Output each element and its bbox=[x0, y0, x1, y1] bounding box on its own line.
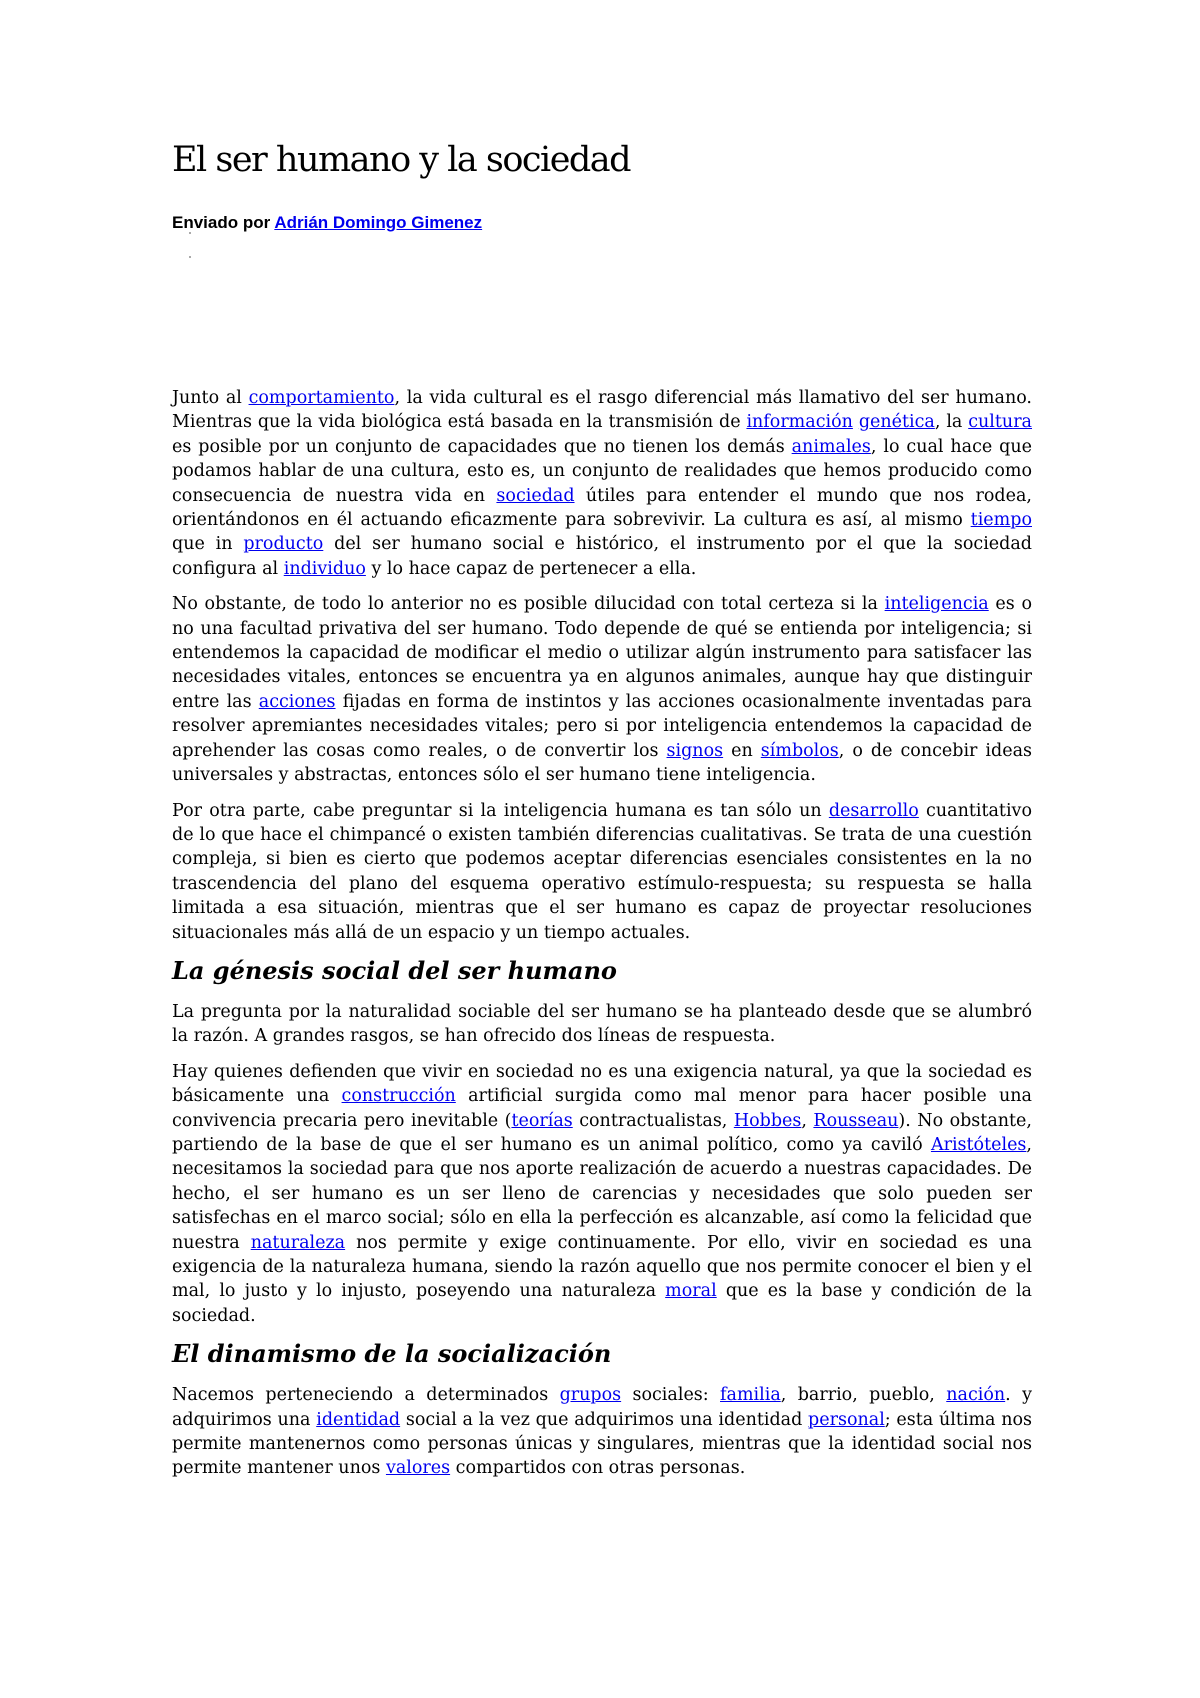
link-teorias[interactable]: teorías bbox=[511, 1110, 573, 1131]
paragraph-text: ; esta última nos permite mantenernos como personas únicas y singulares, mientras que la identidad social nos permite mantener unos bbox=[172, 1409, 1032, 1479]
link-personal[interactable]: personal bbox=[808, 1409, 885, 1430]
author-link[interactable]: Adrián Domingo Gimenez bbox=[274, 213, 483, 232]
paragraph-text: , la bbox=[934, 412, 969, 433]
paragraph bbox=[172, 1383, 1032, 1481]
paragraph-text: es posible por un conjunto de capacidades que no tienen los demás bbox=[172, 436, 792, 457]
paragraph-text: del ser humano social e histórico, el instrumento por el que la sociedad configura al bbox=[172, 534, 1033, 579]
link-cultura[interactable]: cultura bbox=[968, 412, 1032, 433]
link-valores[interactable]: valores bbox=[385, 1458, 451, 1479]
paragraph-text: compartidos con otras personas. bbox=[450, 1458, 746, 1479]
paragraph-text: ). No obstante, partiendo de la base de que el ser humano es un animal político, como ya caviló bbox=[172, 1110, 1032, 1155]
link-individuo[interactable]: individuo bbox=[283, 558, 366, 579]
paragraph bbox=[172, 1060, 1032, 1328]
paragraph bbox=[172, 386, 1032, 581]
paragraph-text: es o no una facultad privativa del ser humano. Todo depende de qué se entienda por inteligencia; si entendemos la capacidad de modificar el medio o utilizar algún instrumento para satisfacer las necesidades vitales, entonces se encuentra ya en algunos animales, aunque hay que distinguir entre las bbox=[172, 594, 1033, 712]
paragraph-text: , necesitamos la sociedad para que nos aporte realización de acuerdo a nuestras capacidades. De hecho, el ser humano es un ser lleno de carencias y necesidades que solo pueden ser satisfechas en el marco social; sólo en ella la perfección es alcanzable, así como la felicidad que nuestra bbox=[172, 1134, 1032, 1253]
paragraph-text: Nacemos perteneciendo a determinados bbox=[172, 1385, 560, 1406]
link-acciones[interactable]: acciones bbox=[258, 691, 336, 712]
paragraph-text: , la vida cultural es el rasgo diferencial más llamativo del ser humano. Mientras que la vida biológica está basada en la transmisión de bbox=[172, 388, 1032, 433]
link-signos[interactable]: signos bbox=[666, 740, 724, 761]
link-rousseau[interactable]: Rousseau bbox=[813, 1110, 899, 1131]
paragraph-text: Junto al bbox=[172, 388, 249, 408]
paragraph bbox=[172, 592, 1032, 787]
link-familia[interactable]: familia bbox=[720, 1385, 781, 1406]
paragraph-text: . y adquirimos una bbox=[172, 1385, 1032, 1430]
paragraph-text: en bbox=[723, 740, 761, 761]
paragraph-text: sociales: bbox=[621, 1385, 721, 1406]
paragraph-text: Hay quienes defienden que vivir en sociedad no es una exigencia natural, ya que la sociedad es básicamente una bbox=[172, 1061, 1032, 1107]
paragraph bbox=[172, 1000, 1032, 1049]
paragraph-text: social a la vez que adquirimos una identidad bbox=[400, 1409, 809, 1430]
link-grupos[interactable]: grupos bbox=[559, 1385, 622, 1406]
section-heading: El dinamismo de la socialización bbox=[172, 1339, 612, 1369]
link-identidad[interactable]: identidad bbox=[316, 1409, 401, 1430]
link-aristoteles[interactable]: Aristóteles bbox=[930, 1134, 1027, 1155]
paragraph-text: útiles para entender el mundo que nos rodea, orientándonos en él actuando eficazmente para sobrevivir. La cultura es así, al mismo bbox=[172, 485, 1032, 531]
article-body bbox=[172, 386, 1032, 1492]
paragraph-text: cuantitativo de lo que hace el chimpancé o existen también diferencias cualitativas. Se trata de una cuestión compleja, si bien es cierto que podemos aceptar diferencias esenciales consistentes en la no trascendencia del plano del esquema operativo estímulo-respuesta; su respuesta se halla limitada a esa situación, mientras que el ser humano es capaz de proyectar resoluciones situacionales más allá de un espacio y un tiempo actuales. bbox=[172, 800, 1032, 943]
paragraph-text: que in bbox=[172, 534, 244, 555]
link-naturaleza[interactable]: naturaleza bbox=[250, 1232, 346, 1253]
link-moral[interactable]: moral bbox=[665, 1281, 717, 1302]
link-construccion[interactable]: construcción bbox=[341, 1086, 456, 1107]
link-genetica[interactable]: genética bbox=[858, 412, 935, 433]
paragraph-text: , o de concebir ideas universales y abstractas, entonces sólo el ser humano tiene inteligencia. bbox=[172, 740, 1032, 786]
link-inteligencia[interactable]: inteligencia bbox=[884, 594, 989, 615]
paragraph-text: contractualistas, bbox=[572, 1110, 734, 1131]
link-desarrollo[interactable]: desarrollo bbox=[828, 800, 919, 821]
link-comportamiento[interactable]: comportamiento bbox=[248, 388, 395, 408]
paragraph-text: , barrio, pueblo, bbox=[780, 1385, 947, 1406]
link-sociedad[interactable]: sociedad bbox=[496, 485, 575, 506]
paragraph-text: nos permite y exige continuamente. Por ello, vivir en sociedad es una exigencia de la naturaleza humana, siendo la razón aquello que nos permite conocer el bien y el mal, lo justo y lo injusto, poseyendo una naturaleza bbox=[172, 1232, 1032, 1302]
paragraph-text: que es la base y condición de la sociedad. bbox=[172, 1281, 1032, 1326]
section-heading: La génesis social del ser humano bbox=[172, 955, 617, 985]
link-tiempo[interactable]: tiempo bbox=[970, 510, 1032, 531]
bullet-dot bbox=[189, 232, 191, 234]
paragraph-text: , lo cual hace que podamos hablar de una cultura, esto es, un conjunto de realidades que hemos producido como consecuencia de nuestra vida en bbox=[172, 436, 1032, 506]
byline bbox=[172, 213, 482, 233]
paragraph bbox=[172, 799, 1032, 945]
paragraph-text: y lo hace capaz de pertenecer a ella. bbox=[365, 558, 697, 579]
paragraph-text: artificial surgida como mal menor para hacer posible una convivencia precaria pero inevitable ( bbox=[172, 1086, 1032, 1131]
bullet-dot bbox=[189, 256, 191, 258]
link-simbolos[interactable]: símbolos bbox=[760, 740, 839, 761]
page-title: El ser humano y la sociedad bbox=[172, 140, 631, 180]
paragraph-text: No obstante, de todo lo anterior no es posible dilucidad con total certeza si la bbox=[172, 594, 885, 615]
paragraph-text: La pregunta por la naturalidad sociable del ser humano se ha planteado desde que se alumbró la razón. A grandes rasgos, se han ofrecido dos líneas de respuesta. bbox=[172, 1001, 1032, 1047]
link-nacion[interactable]: nación bbox=[946, 1385, 1006, 1406]
link-producto[interactable]: producto bbox=[243, 534, 324, 555]
byline-prefix: Enviado por bbox=[172, 213, 275, 232]
link-informacion[interactable]: información bbox=[746, 412, 853, 433]
paragraph-text: fijadas en forma de instintos y las acciones ocasionalmente inventadas para resolver apremiantes necesidades vitales; pero si por inteligencia entendemos la capacidad de aprehender las cosas como reales, o de convertir los bbox=[172, 691, 1032, 761]
link-animales[interactable]: animales bbox=[791, 436, 871, 457]
paragraph-text: Por otra parte, cabe preguntar si la inteligencia humana es tan sólo un bbox=[172, 800, 829, 821]
paragraph-text: , bbox=[801, 1110, 814, 1131]
link-hobbes[interactable]: Hobbes bbox=[733, 1110, 802, 1131]
